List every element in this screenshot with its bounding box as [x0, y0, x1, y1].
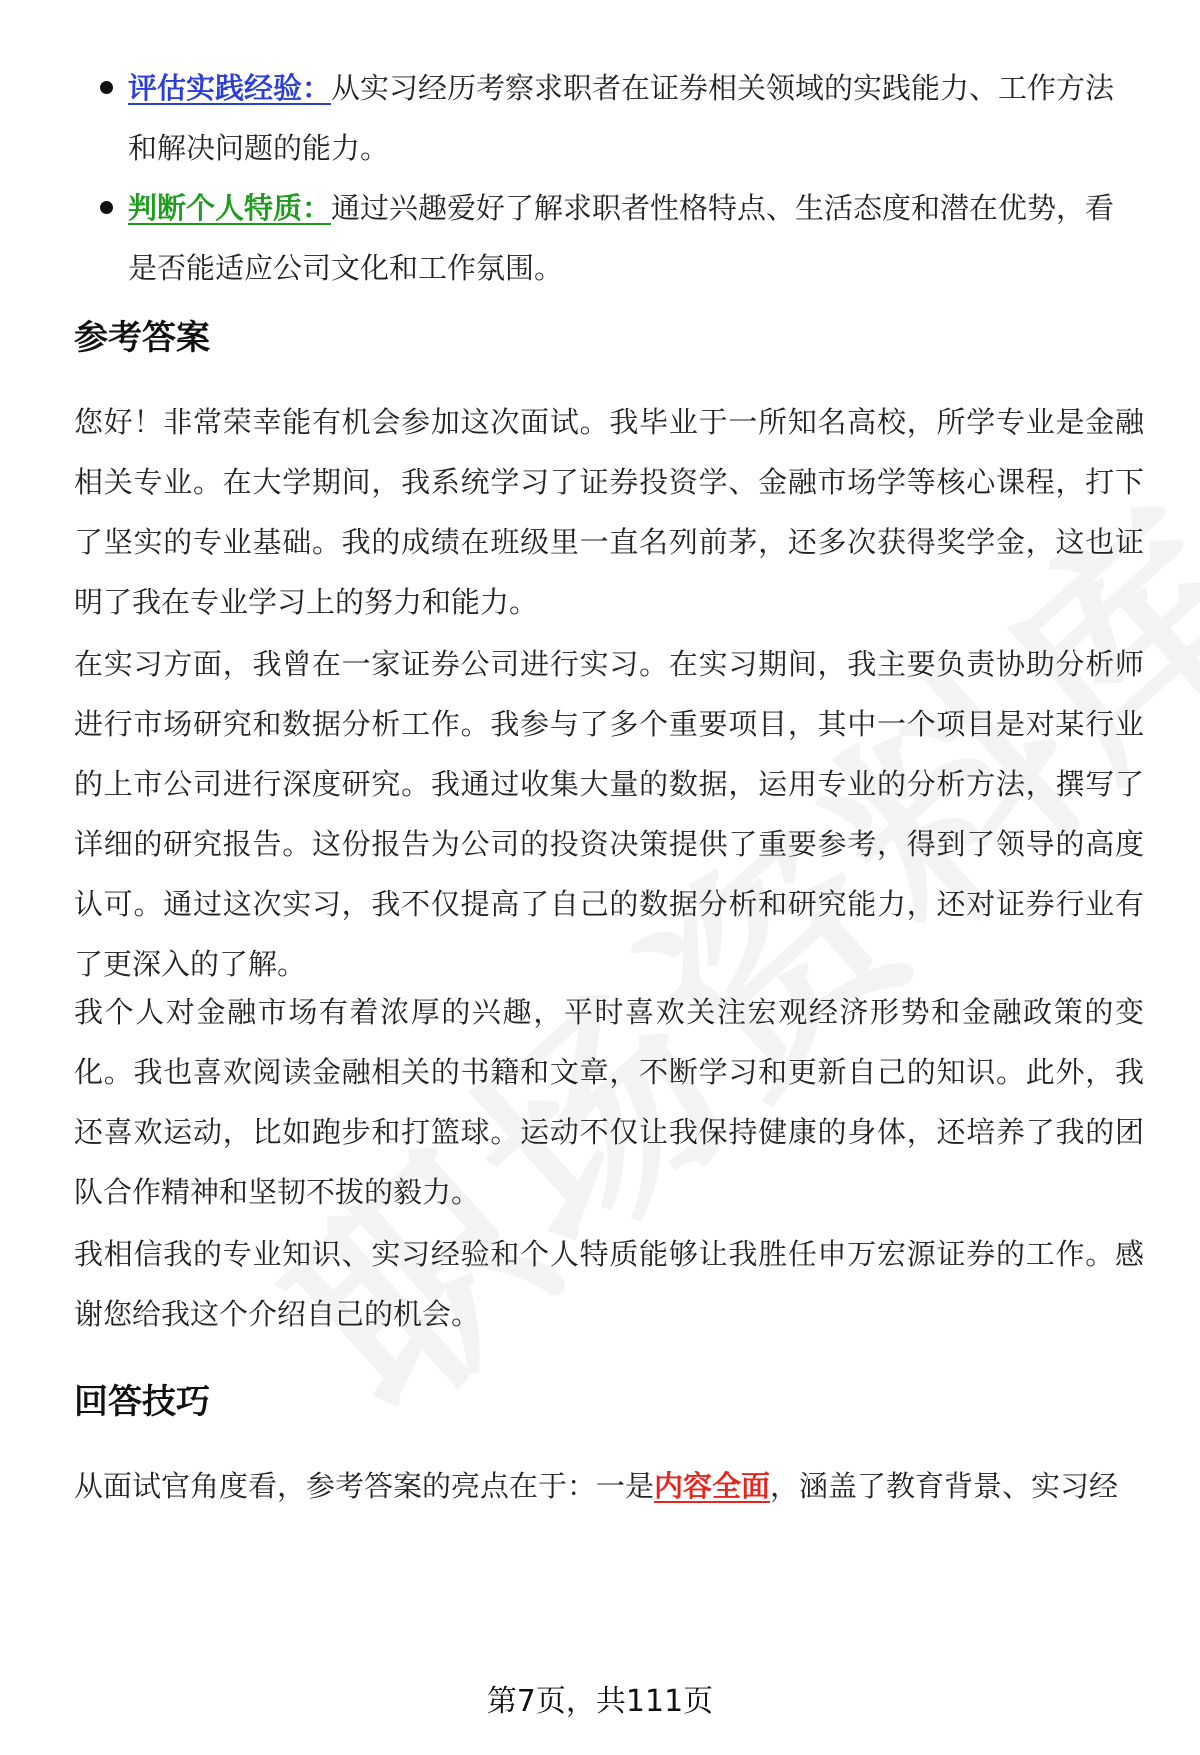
- bullet-item: [74, 58, 1140, 178]
- bullet-text: 从实习经历考察求职者在证券相关领域的实践能力、工作方法和解决问题的能力。: [128, 71, 1115, 165]
- paragraph: 您好！非常荣幸能有机会参加这次面试。我毕业于一所知名高校，所学专业是金融相关专业。在大学期间，我系统学习了证券投资学、金融市场学等核心课程，打下了坚实的专业基础。我的成绩在班级里一直名列前茅，还多次获得奖学金，这也证明了我在专业学习上的努力和能力。: [74, 405, 1144, 619]
- bullet-keyword: 评估实践经验：: [128, 71, 332, 105]
- highlight-keyword: 内容全面: [654, 1469, 771, 1503]
- bullet-text: 通过兴趣爱好了解求职者性格特点、生活态度和潜在优势，看是否能适应公司文化和工作氛围。: [128, 191, 1115, 285]
- paragraph: 我个人对金融市场有着浓厚的兴趣，平时喜欢关注宏观经济形势和金融政策的变化。我也喜欢阅读金融相关的书籍和文章，不断学习和更新自己的知识。此外，我还喜欢运动，比如跑步和打篮球。运动不仅让我保持健康的身体，还培养了我的团队合作精神和坚韧不拔的毅力。: [74, 995, 1144, 1209]
- bullet-item: [74, 178, 1140, 298]
- tips-intro-text: 从面试官角度看，参考答案的亮点在于：一是: [74, 1469, 655, 1503]
- bullet-keyword: 判断个人特质：: [128, 191, 332, 225]
- page-number: 第7页，共111页: [486, 1684, 714, 1719]
- bullet-dot-icon: [100, 81, 113, 94]
- section-heading-answer-tips: 回答技巧: [74, 1382, 210, 1422]
- paragraph: 我相信我的专业知识、实习经验和个人特质能够让我胜任申万宏源证券的工作。感谢您给我这个介绍自己的机会。: [74, 1237, 1144, 1331]
- bullet-dot-icon: [100, 201, 113, 214]
- bullet-list: [74, 58, 1140, 298]
- section-heading-reference-answer: 参考答案: [74, 318, 210, 358]
- paragraph: 在实习方面，我曾在一家证券公司进行实习。在实习期间，我主要负责协助分析师进行市场研究和数据分析工作。我参与了多个重要项目，其中一个项目是对某行业的上市公司进行深度研究。我通过收集大量的数据，运用专业的分析方法，撰写了详细的研究报告。这份报告为公司的投资决策提供了重要参考，得到了领导的高度认可。通过这次实习，我不仅提高了自己的数据分析和研究能力，还对证券行业有了更深入的了解。: [74, 647, 1144, 981]
- tips-intro-text-continued: ，涵盖了教育背景、实习经: [770, 1469, 1119, 1503]
- paragraph: [74, 1456, 1144, 1516]
